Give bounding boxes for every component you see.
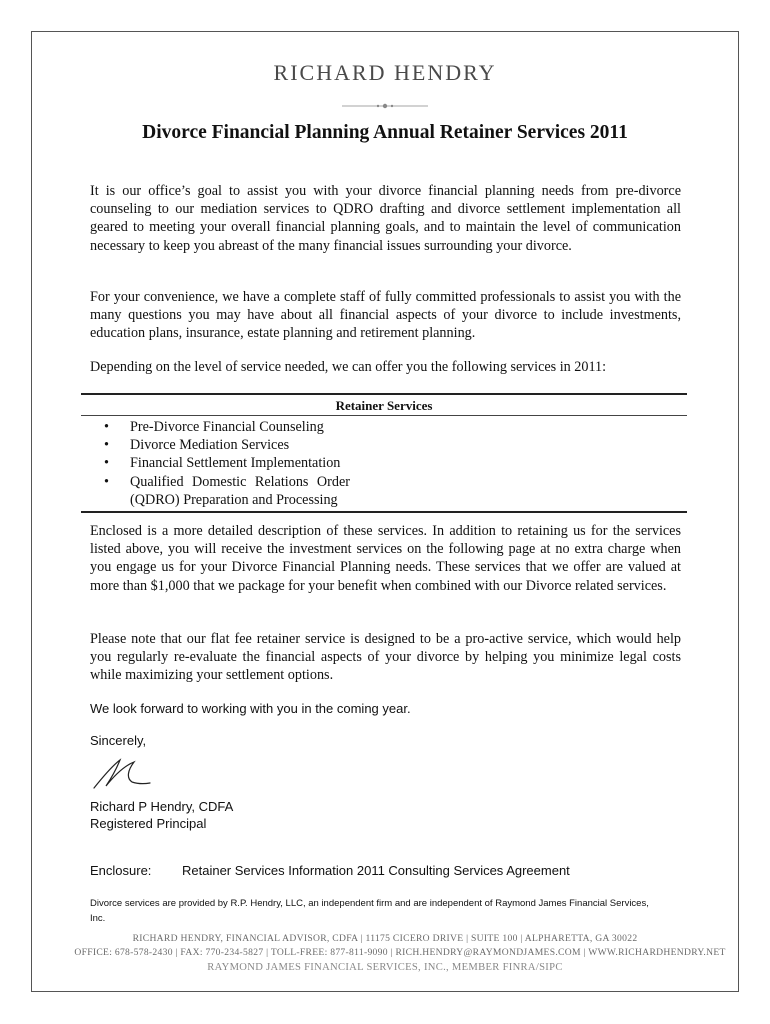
bullet-icon: •	[104, 455, 109, 472]
footer-contact-line: OFFICE: 678-578-2430 | FAX: 770-234-5827 | TOLL-FREE: 877-811-9090 | RICH.HENDRY@RAYMONDJAMES.COM | WWW.RICHARDHENDRY.NET	[74, 947, 726, 958]
letter-page	[31, 31, 739, 992]
intro-paragraph: It is our office’s goal to assist you with your divorce financial planning needs from pre-divorce counseling to our mediation services to QDRO drafting and divorce settlement implementation all geared to meeting your overall financial planning goals, and to maintain the level of communication necessary to keep you abreast of the many financial issues surrounding your divorce.	[90, 183, 681, 254]
list-item	[81, 473, 350, 509]
retainer-services-list	[81, 418, 687, 509]
closing-line: We look forward to working with you in the coming year.	[90, 701, 411, 716]
list-item	[81, 454, 687, 472]
retainer-services-heading: Retainer Services	[81, 395, 687, 416]
signature-image	[90, 754, 160, 794]
bullet-icon: •	[104, 437, 109, 454]
footer-broker-line: RAYMOND JAMES FINANCIAL SERVICES, INC., MEMBER FINRA/SIPC	[207, 962, 563, 973]
signer-name: Richard P Hendry, CDFA	[90, 799, 234, 814]
logo-wordmark: RICHARD HENDRY	[273, 60, 497, 85]
retainer-services-table	[81, 393, 687, 513]
letterhead-footer	[32, 932, 738, 975]
list-item-text: Pre-Divorce Financial Counseling	[130, 419, 324, 435]
document-title: Divorce Financial Planning Annual Retainer Services 2011	[142, 122, 628, 143]
list-item	[81, 436, 687, 454]
services-intro-paragraph: Depending on the level of service needed, we can offer you the following services in 2011:	[90, 359, 607, 375]
sign-off: Sincerely,	[90, 733, 147, 748]
list-item	[81, 418, 687, 436]
enclosure-value: Retainer Services Information 2011 Consulting Services Agreement	[182, 863, 570, 878]
enclosed-paragraph: Enclosed is a more detailed description of these services. In addition to retaining us for the services listed above, you will receive the investment services on the following page at no extra charge when you engage us for your Divorce Financial Planning needs. These services that we offer are valued at more than $1,000 that we package for your benefit when combined with our Divorce related services.	[90, 523, 681, 594]
list-item-text: Qualified Domestic Relations Order (QDRO) Preparation and Processing	[130, 473, 350, 508]
enclosure-line	[90, 863, 570, 878]
bullet-icon: •	[104, 473, 109, 490]
bullet-icon: •	[104, 419, 109, 435]
disclaimer-text: Divorce services are provided by R.P. Hendry, LLC, an independent firm and are independent of Raymond James Financial Services, Inc.	[90, 898, 649, 924]
list-item-text: Financial Settlement Implementation	[130, 455, 341, 472]
footer-address-line: RICHARD HENDRY, FINANCIAL ADVISOR, CDFA | 11175 CICERO DRIVE | SUITE 100 | ALPHARETTA, GA 30022	[132, 933, 638, 944]
signer-title: Registered Principal	[90, 816, 207, 831]
list-item-text: Divorce Mediation Services	[130, 437, 290, 454]
logo-flourish	[342, 102, 428, 110]
convenience-paragraph: For your convenience, we have a complete staff of fully committed professionals to assist you with the many questions you may have about all financial aspects of your divorce to include investments, education plans, insurance, estate planning and retirement planning.	[90, 289, 681, 342]
flat-fee-paragraph: Please note that our flat fee retainer service is designed to be a pro-active service, which would help you regularly re-evaluate the financial aspects of your divorce by helping you minimize legal costs while maximizing your settlement options.	[90, 631, 681, 684]
company-logo	[32, 44, 738, 114]
enclosure-label: Enclosure:	[90, 863, 152, 878]
